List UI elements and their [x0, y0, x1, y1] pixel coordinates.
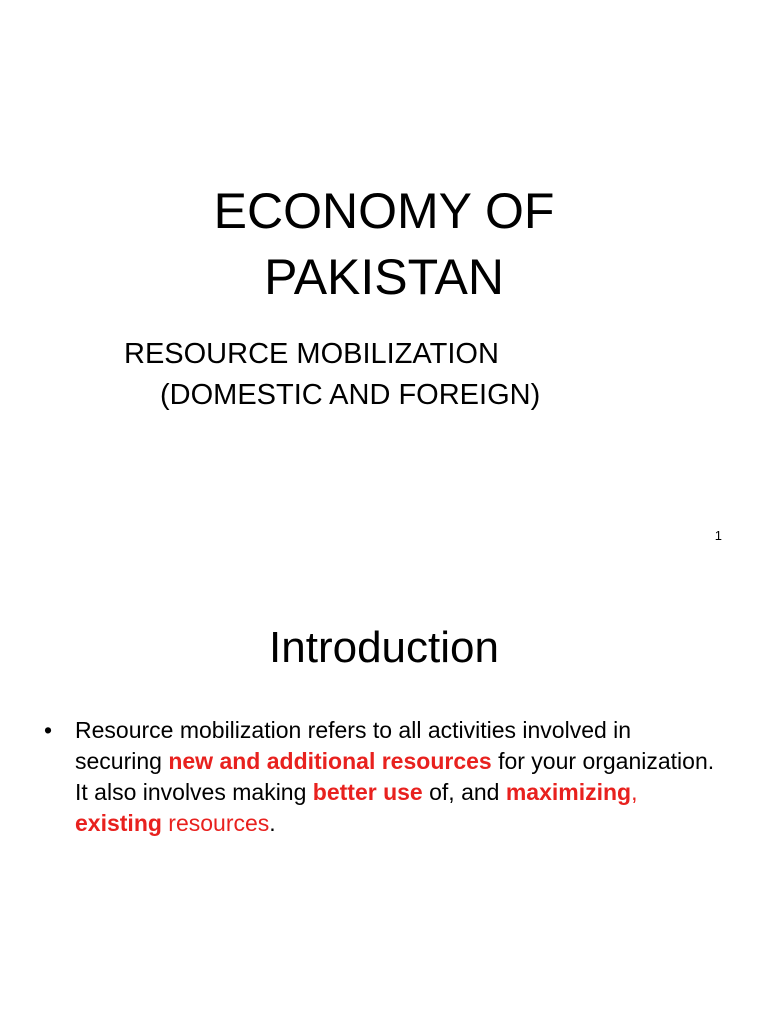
- title-line-1: ECONOMY OF: [213, 183, 555, 239]
- bullet-text-1: Resource mobilization refers to all activities involved in securing: [75, 717, 632, 774]
- slide-title-heading: [0, 178, 768, 310]
- bullet-text-2: for your organization. It also involves making: [75, 748, 715, 805]
- highlight-better-use: better use: [312, 779, 423, 805]
- highlight-maximizing: maximizing: [505, 779, 632, 805]
- highlight-existing: existing: [75, 810, 162, 836]
- slide-introduction: [0, 512, 768, 1024]
- bullet-list: [44, 715, 724, 839]
- list-item: [44, 715, 724, 839]
- page-number: 1: [714, 528, 722, 543]
- subtitle-line-2: (DOMESTIC AND FOREIGN): [160, 379, 541, 411]
- bullet-icon: •: [44, 717, 53, 743]
- bullet-text-3: of, and: [422, 779, 506, 805]
- title-line-2: PAKISTAN: [264, 249, 504, 305]
- highlight-resources: resources: [161, 810, 270, 836]
- bullet-text-end: .: [269, 810, 276, 836]
- highlight-new-and-additional-resources: new and additional resources: [168, 748, 492, 774]
- introduction-title: Introduction: [269, 623, 499, 672]
- highlight-comma: ,: [631, 779, 638, 805]
- subtitle-line-1: RESOURCE MOBILIZATION: [124, 338, 499, 370]
